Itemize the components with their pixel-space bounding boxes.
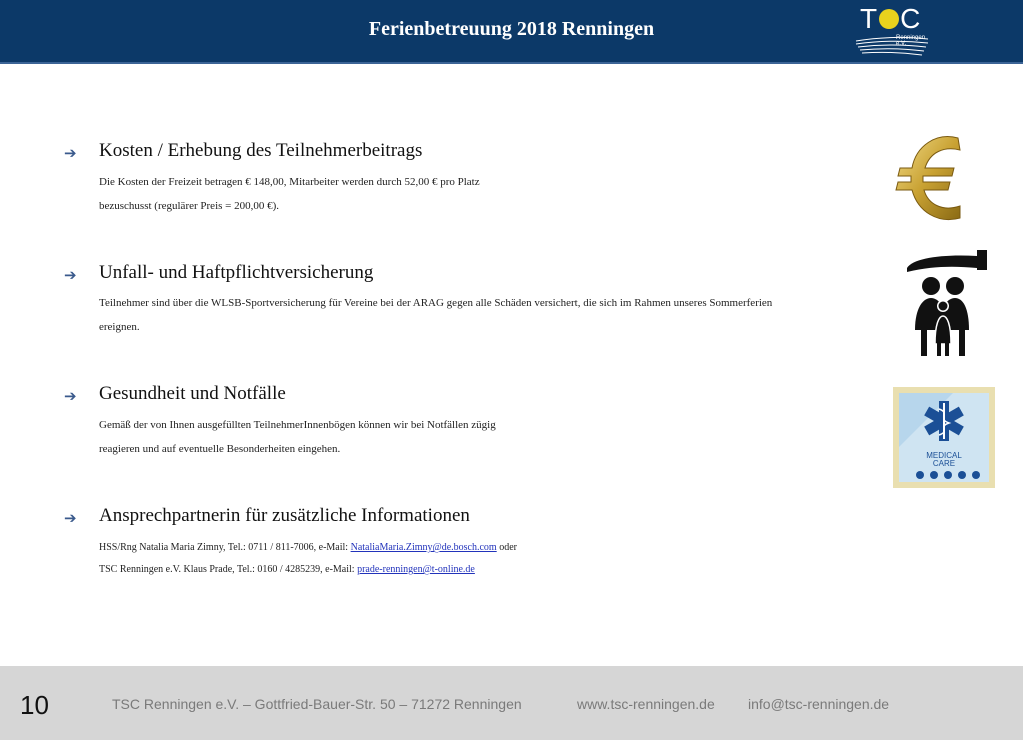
arrow-right-icon: ➔ [64,387,77,405]
arrow-right-icon: ➔ [64,509,77,527]
tsc-logo [852,3,932,61]
section-text-line: ereignen. [99,321,140,333]
section-title: Gesundheit und Notfälle [99,383,286,404]
footer-address: TSC Renningen e.V. – Gottfried-Bauer-Str. 50 – 71272 Renningen [112,696,522,712]
medical-label: MEDICAL [926,451,962,460]
email-link-prade[interactable]: prade-renningen@t-online.de [357,564,475,575]
arrow-right-icon: ➔ [64,144,77,162]
section-title: Ansprechpartnerin für zusätzliche Informationen [99,505,470,526]
insurance-family-icon [903,248,993,360]
page-title: Ferienbetreuung 2018 Renningen [368,18,655,40]
logo-swoosh-icon [852,33,932,59]
section-text-line: bezuschusst (regulärer Preis = 200,00 €). [99,200,280,212]
tennis-ball-icon [879,9,899,29]
medical-care-image [893,387,995,488]
page-number: 10 [20,690,49,720]
footer-email-link[interactable]: info@tsc-renningen.de [748,696,890,712]
footer-website-link[interactable]: www.tsc-renningen.de [577,696,715,712]
email-link-zimny[interactable]: NataliaMaria.Zimny@de.bosch.com [350,542,497,553]
section-text-line: Die Kosten der Freizeit betragen € 148,00, Mitarbeiter werden durch 52,00 € pro Platz [99,176,480,188]
footer-bar [0,666,1023,740]
logo-text: T C [860,3,922,34]
contact-line-2: TSC Renningen e.V. Klaus Prade, Tel.: 0160 / 4285239, e-Mail: prade-renningen@t-online.de [99,564,475,575]
section-text-line: Teilnehmer sind über die WLSB-Sportversicherung für Vereine bei der ARAG gegen alle Schäden versichert, die sich im Rahmen unseres Sommerferien [99,297,773,309]
section-text-line: reagieren und auf eventuelle Besonderheiten eingehen. [99,443,341,455]
contact-line-1: HSS/Rng Natalia Maria Zimny, Tel.: 0711 / 811-7006, e-Mail: NataliaMaria.Zimny@de.bosch.com oder [99,542,517,553]
logo-subtitle: Renningen e.V. [896,35,926,47]
section-title: Kosten / Erhebung des Teilnehmerbeitrags [99,140,423,161]
section-text-line: Gemäß der von Ihnen ausgefüllten TeilnehmerInnenbögen können wir bei Notfällen zügig [99,419,496,431]
arrow-right-icon: ➔ [64,266,77,284]
section-title: Unfall- und Haftpflichtversicherung [99,262,374,283]
euro-sign-icon [890,128,996,228]
care-label: CARE [932,459,956,468]
header-bar [0,0,1023,64]
